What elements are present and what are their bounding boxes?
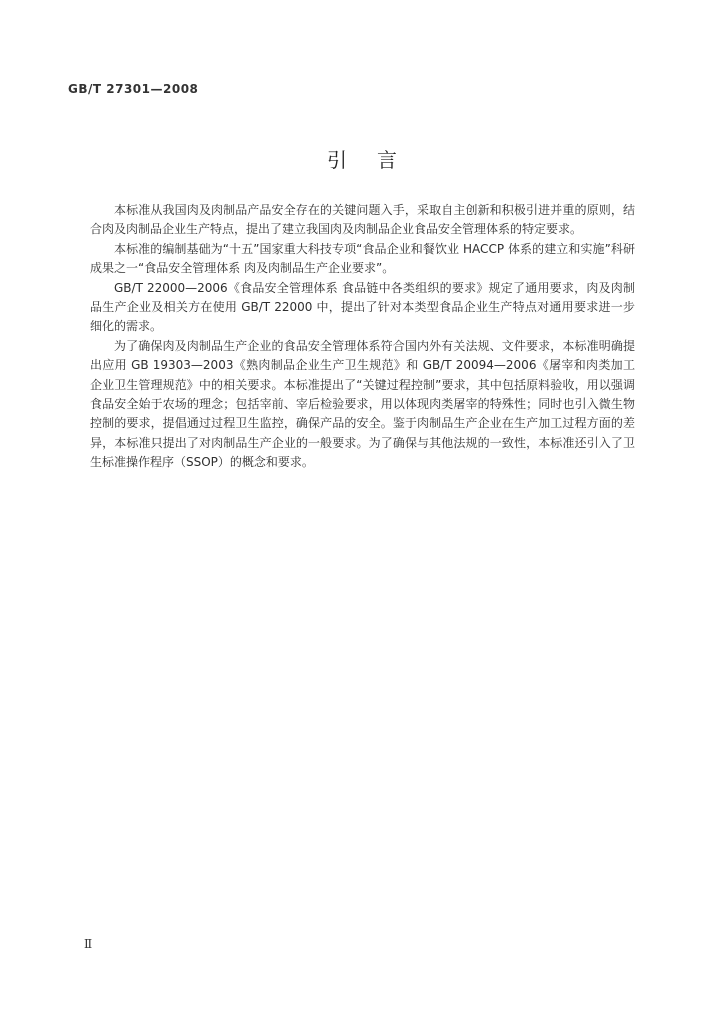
body-text [90, 201, 635, 473]
section-title: 引言 [327, 148, 427, 172]
paragraph: GB/T 22000—2006《食品安全管理体系 食品链中各类组织的要求》规定了通用要求，肉及肉制品生产企业及相关方在使用 GB/T 22000 中，提出了针对本类型食品企业生产特点对通用要求进一步细化的需求。 [90, 280, 635, 334]
paragraph: 本标准的编制基础为“十五”国家重大科技专项“食品企业和餐饮业 HACCP 体系的建立和实施”科研成果之一“食品安全管理体系 肉及肉制品生产企业要求”。 [90, 241, 635, 276]
page-number: Ⅱ [84, 937, 93, 951]
standard-number: GB/T 27301—2008 [68, 82, 199, 96]
paragraph: 为了确保肉及肉制品生产企业的食品安全管理体系符合国内外有关法规、文件要求，本标准明确提出应用 GB 19303—2003《熟肉制品企业生产卫生规范》和 GB/T 20094—2006《屠宰和肉类加工企业卫生管理规范》中的相关要求。本标准提出了“关键过程控制”要求，其中包括原料验收，用以强调食品安全始于农场的理念；包括宰前、宰后检验要求，用以体现肉类屠宰的特殊性；同时也引入微生物控制的要求，提倡通过过程卫生监控，确保产品的安全。鉴于肉制品生产企业在生产加工过程方面的差异，本标准只提出了对肉制品生产企业的一般要求。为了确保与其他法规的一致性，本标准还引入了卫生标准操作程序（SSOP）的概念和要求。 [90, 338, 635, 470]
paragraph: 本标准从我国肉及肉制品产品安全存在的关键问题入手，采取自主创新和积极引进并重的原则，结合肉及肉制品企业生产特点，提出了建立我国肉及肉制品企业食品安全管理体系的特定要求。 [90, 203, 635, 237]
